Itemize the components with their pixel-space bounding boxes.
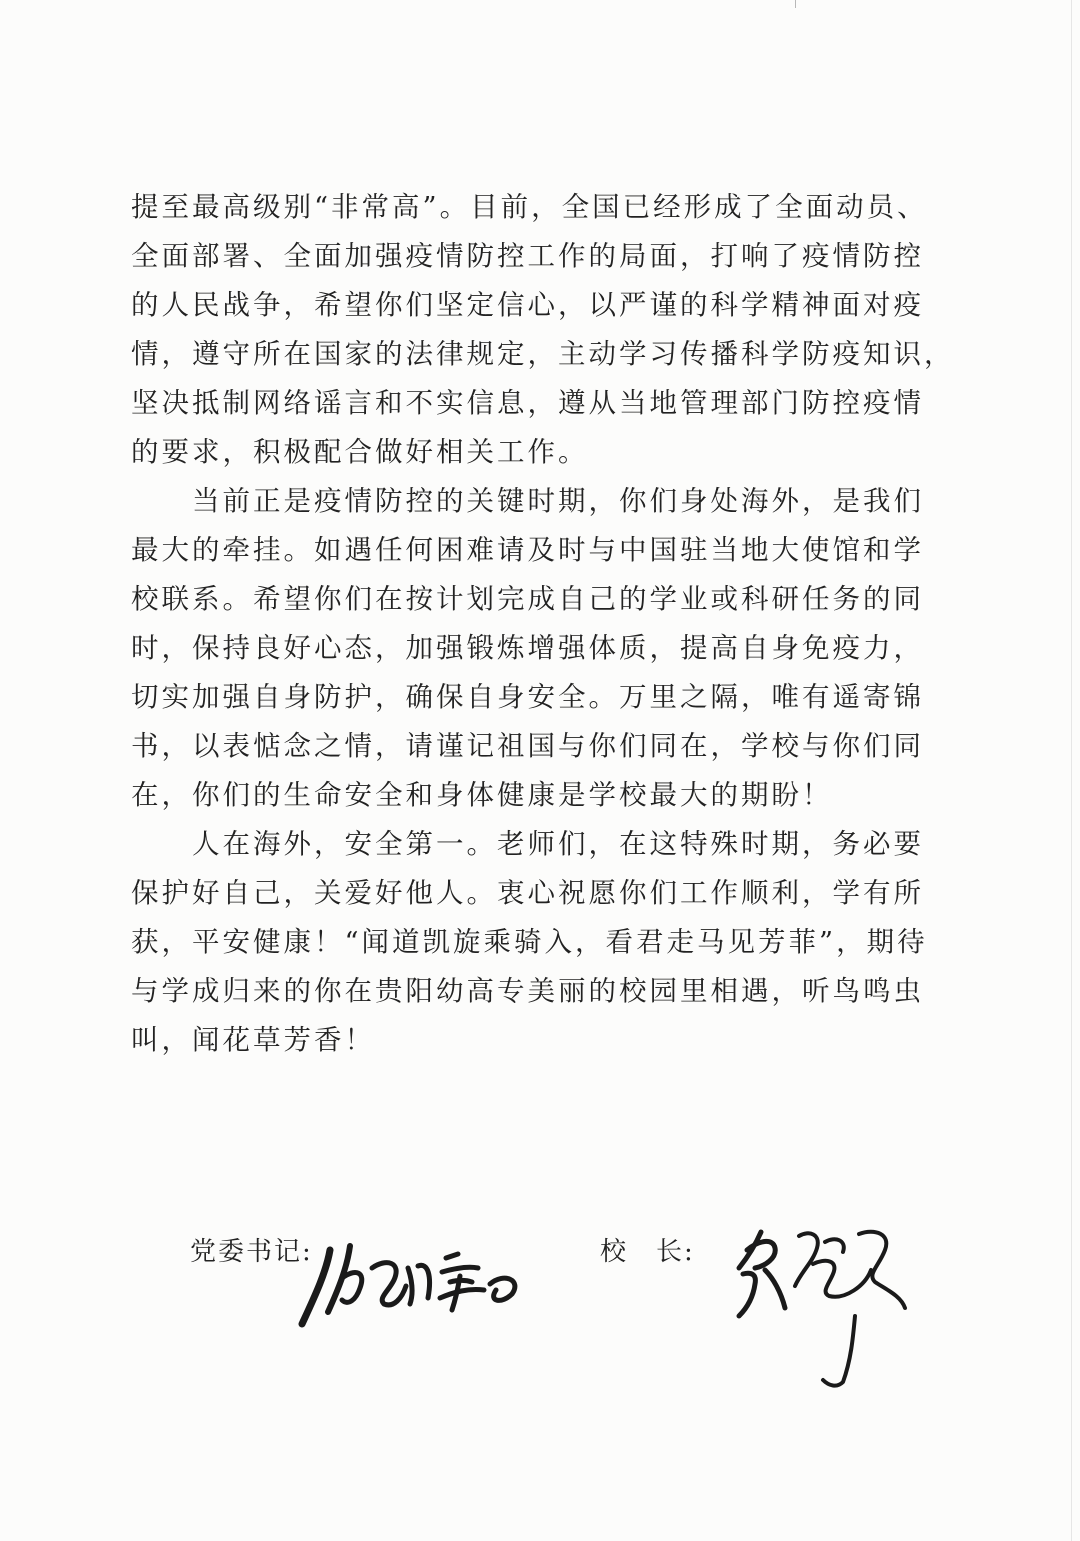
letter-line: 切实加强自身防护，确保自身安全。万里之隔，唯有遥寄锦	[131, 681, 924, 713]
letter-body	[131, 183, 955, 1065]
letter-line: 全面部署、全面加强疫情防控工作的局面，打响了疫情防控	[131, 240, 924, 272]
letter-line: 坚决抵制网络谣言和不实信息，遵从当地管理部门防控疫情	[131, 387, 924, 419]
letter-line: 的人民战争，希望你们坚定信心，以严谨的科学精神面对疫	[131, 289, 924, 321]
letter-line: 与学成归来的你在贵阳幼高专美丽的校园里相遇，听鸟鸣虫	[131, 975, 924, 1007]
letter-line: 叫，闻花草芳香！	[131, 1024, 375, 1056]
secretary-signature	[290, 1228, 550, 1338]
letter-line: 获，平安健康！“闻道凯旋乘骑入，看君走马见芳菲”，期待	[131, 926, 928, 958]
letter-line: 最大的牵挂。如遇任何困难请及时与中国驻当地大使馆和学	[131, 534, 924, 566]
letter-line: 当前正是疫情防控的关键时期，你们身处海外，是我们	[131, 485, 924, 517]
letter-line: 提至最高级别“非常高”。目前，全国已经形成了全面动员、	[131, 191, 928, 223]
president-label: 校 长:	[600, 1237, 695, 1267]
letter-line: 在，你们的生命安全和身体健康是学校最大的期盼！	[131, 779, 833, 811]
letter-line: 校联系。希望你们在按计划完成自己的学业或科研任务的同	[131, 583, 924, 615]
letter-line: 时，保持良好心态，加强锻炼增强体质，提高自身免疫力，	[131, 632, 924, 664]
scan-mark	[795, 0, 796, 8]
letter-line: 的要求，积极配合做好相关工作。	[131, 436, 589, 468]
secretary-label: 党委书记:	[190, 1237, 313, 1267]
letter-line: 保护好自己，关爱好他人。衷心祝愿你们工作顺利，学有所	[131, 877, 924, 909]
letter-line: 人在海外，安全第一。老师们，在这特殊时期，务必要	[131, 828, 924, 860]
letter-line: 情，遵守所在国家的法律规定，主动学习传播科学防疫知识，	[131, 338, 955, 370]
president-signature	[725, 1212, 925, 1392]
letter-line: 书，以表惦念之情，请谨记祖国与你们同在，学校与你们同	[131, 730, 924, 762]
page-edge	[1071, 0, 1072, 1541]
